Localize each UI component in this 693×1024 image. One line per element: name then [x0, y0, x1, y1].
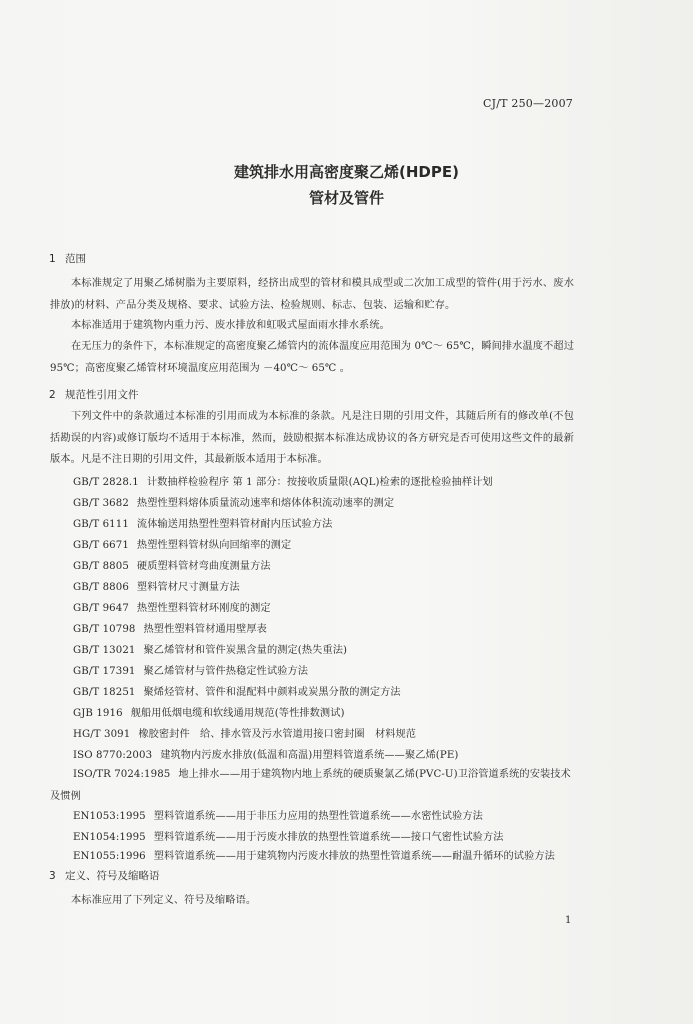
section-2-number: 2 [49, 389, 56, 401]
reference-item: ISO/TR 7024:1985 地上排水——用于建筑物内地上系统的硬质聚氯乙烯(PVC-U)卫浴管道系统的安装技术及惯例 [50, 769, 571, 802]
section-2-heading [49, 387, 139, 402]
reference-item: EN1054:1995 塑料管道系统——用于污废水排放的热塑性管道系统——接口气密性试验方法 [73, 832, 504, 843]
reference-item: EN1055:1996 塑料管道系统——用于建筑物内污废水排放的热塑性管道系统——耐温升循环的试验方法 [73, 851, 555, 862]
reference-item: GB/T 9647 热塑性塑料管材环刚度的测定 [73, 603, 271, 614]
document-title-line1: 建筑排水用高密度聚乙烯(HDPE) [234, 163, 459, 181]
section-3-title: 定义、符号及缩略语 [65, 870, 160, 882]
standard-code: CJ/T 250—2007 [483, 97, 573, 110]
reference-item: GB/T 2828.1 计数抽样检验程序 第 1 部分：按接收质量限(AQL)检索的逐批检验抽样计划 [73, 477, 493, 488]
reference-item: GB/T 6111 流体输送用热塑性塑料管材耐内压试验方法 [73, 519, 333, 530]
reference-item: GB/T 3682 热塑性塑料熔体质量流动速率和熔体体积流动速率的测定 [73, 498, 395, 509]
section-2-intro: 下列文件中的条款通过本标准的引用而成为本标准的条款。凡是注日期的引用文件，其随后所有的修改单(不包括勘误的内容)或修订版均不适用于本标准，然而，鼓励根据本标准达成协议的各方研究是否可使用这些文件的最新版本。凡是不注日期的引用文件，其最新版本适用于本标准。 [50, 411, 574, 465]
reference-item: GB/T 18251 聚烯烃管材、管件和混配料中颜料或炭黑分散的测定方法 [73, 687, 401, 698]
section-3-number: 3 [49, 870, 56, 882]
section-2-title: 规范性引用文件 [65, 389, 139, 401]
reference-item: GJB 1916 舰船用低烟电缆和软线通用规范(等性排数测试) [73, 708, 345, 719]
reference-item: GB/T 13021 聚乙烯管材和管件炭黑含量的测定(热失重法) [73, 645, 348, 656]
reference-item: EN1053:1995 塑料管道系统——用于非压力应用的热塑性管道系统——水密性试验方法 [73, 811, 483, 822]
section-1-number: 1 [49, 253, 56, 265]
page-number: 1 [565, 915, 572, 926]
reference-item: GB/T 6671 热塑性塑料管材纵向回缩率的测定 [73, 540, 292, 551]
reference-item: ISO 8770:2003 建筑物内污废水排放(低温和高温)用塑料管道系统——聚乙烯(PE) [73, 750, 459, 761]
section-1-paragraph-2: 本标准适用于建筑物内重力污、废水排放和虹吸式屋面雨水排水系统。 [71, 320, 390, 331]
section-1-paragraph-1: 本标准规定了用聚乙烯树脂为主要原料，经挤出成型的管材和模具成型或二次加工成型的管件(用于污水、废水排放)的材料、产品分类及规格、要求、试验方法、检验规则、标志、包装、运输和贮存。 [50, 278, 574, 311]
reference-item: GB/T 8805 硬质塑料管材弯曲度测量方法 [73, 561, 271, 572]
section-3-heading [49, 868, 160, 883]
reference-item: GB/T 10798 热塑性塑料管材通用壁厚表 [73, 624, 267, 635]
section-3-paragraph-1: 本标准应用了下列定义、符号及缩略语。 [71, 895, 257, 906]
section-1-title: 范围 [65, 253, 86, 265]
reference-item: GB/T 17391 聚乙烯管材与管件热稳定性试验方法 [73, 666, 309, 677]
reference-item: GB/T 8806 塑料管材尺寸测量方法 [73, 582, 240, 593]
reference-item: HG/T 3091 橡胶密封件 给、排水管及污水管道用接口密封圈 材料规范 [73, 729, 417, 740]
section-1-heading [49, 251, 86, 266]
section-1-paragraph-3: 在无压力的条件下，本标准规定的高密度聚乙烯管内的流体温度应用范围为 0℃～ 65℃，瞬间排水温度不超过 95℃；高密度聚乙烯管材环境温度应用范围为 －40℃～ 65℃ 。 [50, 341, 574, 374]
document-title-line2: 管材及管件 [308, 189, 384, 207]
